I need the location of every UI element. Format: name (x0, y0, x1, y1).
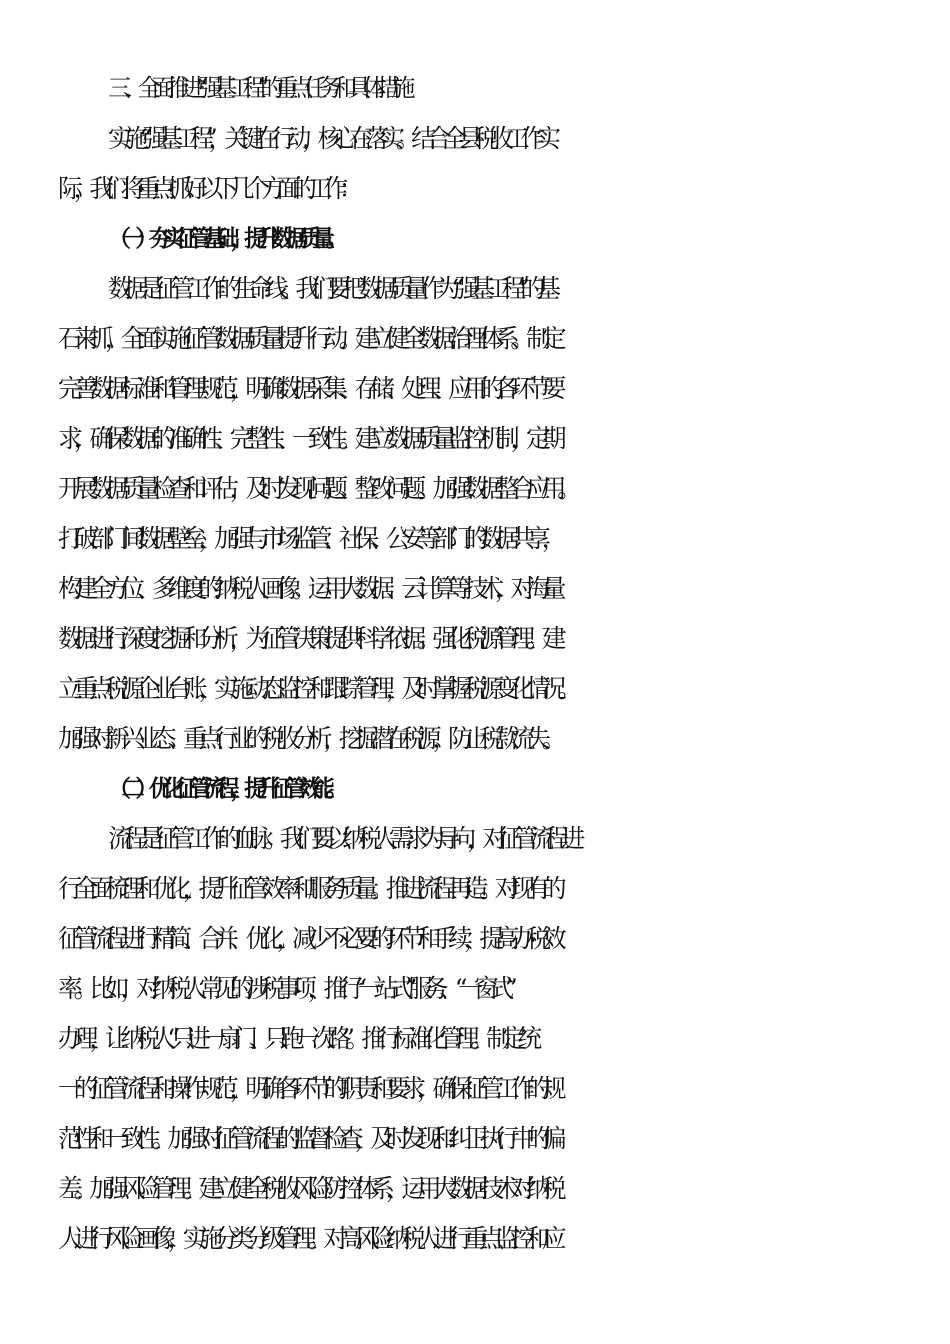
section-1-line-5: 开展数据质量检查和评估，及时发现问题、整改问题。加强数据整合应用。 (58, 474, 573, 503)
section-2-line-9: 人进行风险画像，实施分类分级管理。对高风险纳税人进行重点监控和应 (58, 1224, 558, 1253)
section-2-line-2: 行全面梳理和优化，提升征管效率和服务质量。推进流程再造。对现有的 (58, 874, 558, 903)
intro-line-2: 际，我们将重点抓好以下几个方面的工作： (58, 174, 355, 203)
section-2-line-1: 流程是征管工作的血脉。我们要以纳税人需求为导向，对征管流程进 (108, 824, 577, 853)
section-1-line-3: 完善数据标准和管理规范，明确数据采集、存储、处理、应用的各环节要 (58, 374, 558, 403)
section-1-line-10: 加强对新兴业态、重点行业的税收分析，挖掘潜在税源，防止税款流失。 (58, 724, 558, 753)
section-2-line-7: 范性和一致性。加强对征管流程的监督检查，及时发现和纠正执行中的偏 (58, 1124, 558, 1153)
section-1-line-7: 构建全方位、多维度的纳税人画像。运用大数据、云计算等技术，对海量 (58, 574, 558, 603)
section-2-title: （二）优化征管流程，提升征管效能。 (108, 776, 340, 802)
section-1-line-2: 石来抓，全面实施征管数据质量提升行动。建立健全数据治理体系。制定 (58, 324, 558, 353)
section-2-line-5: 办理，让纳税人“只进一扇门、只跑一次路”。推行标准化管理。制定统 (58, 1024, 533, 1053)
section-2-line-8: 差。加强风险管理。建立健全税收风险防控体系，运用大数据技术对纳税 (58, 1174, 558, 1203)
section-1-line-1: 数据是征管工作的生命线。我们要把数据质量作为“强基工程”的基 (108, 274, 552, 303)
intro-line-1: 实施“强基工程”，关键在行动，核心在落实。结合全县税收工作实 (108, 124, 552, 153)
section-2-line-3: 征管流程进行精简、合并、优化，减少不必要的环节和手续，提高办税效 (58, 924, 558, 953)
section-heading: 三、全面推进“强基工程”的重点任务和具体措施 (108, 74, 407, 102)
section-1-line-9: 立重点税源企业台账，实施动态监控和跟踪管理，及时掌握税源变化情况。 (58, 674, 573, 703)
section-1-line-8: 数据进行深度挖掘和分析，为征管决策提供科学依据。强化税源管理。建 (58, 624, 558, 653)
section-1-title: （一）夯实征管基础，提升数据质量。 (108, 226, 340, 252)
section-1-line-6: 打破部门间数据壁垒，加强与市场监管、社保、公安等部门的数据共享， (58, 524, 558, 553)
section-2-line-6: 一的征管流程和操作规范，明确各环节的职责和要求，确保征管工作的规 (58, 1074, 558, 1103)
section-1-line-4: 求，确保数据的准确性、完整性、一致性。建立数据质量监控机制，定期 (58, 424, 558, 453)
section-2-line-4: 率。比如，对纳税人常见的涉税事项，推行“一站式”服务、“一窗式” (58, 974, 509, 1003)
